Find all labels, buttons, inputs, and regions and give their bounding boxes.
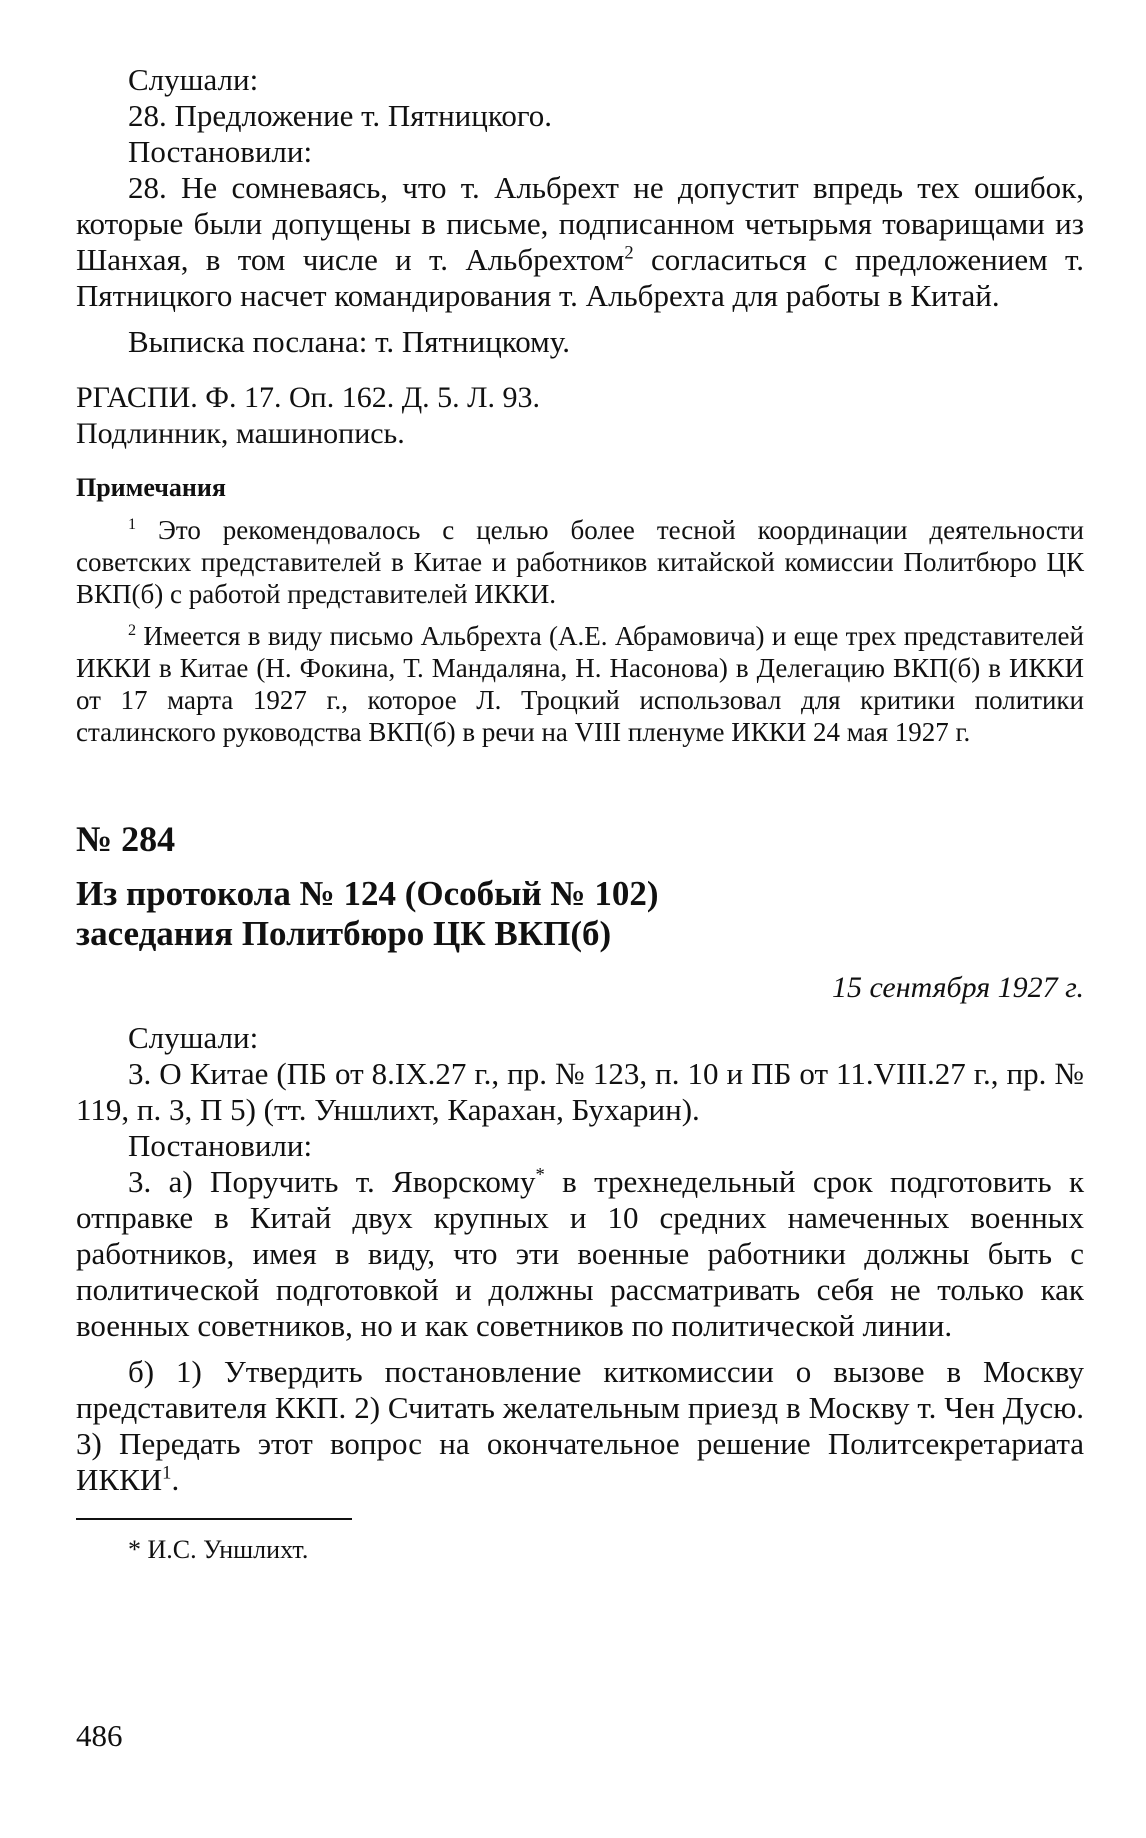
- resolution-text-end: согласиться с предложением т. Пятницкого насчет командирования т. Альбрехта для работы в Китай.: [76, 242, 1084, 313]
- resolution-b-text: б) 1) Утвердить постановление киткомиссии о вызове в Москву представителя ККП. 2) Считать желательным приезд в Москву т. Чен Дусю. 3) Передать этот вопрос на окончательное решение Политсекретариата ИККИ: [76, 1354, 1084, 1497]
- document-title-line-2: заседания Политбюро ЦК ВКП(б): [76, 914, 612, 953]
- note-text: Имеется в виду письмо Альбрехта (А.Е. Абрамовича) и еще трех представителей ИККИ в Китае (Н. Фокина, Т. Мандаляна, Н. Насонова) в Делегацию ВКП(б) в ИККИ от 17 марта 1927 г., которое Л. Троцкий использовал для критики политики сталинского руководства ВКП(б) в речи на VIII пленуме ИККИ 24 мая 1927 г.: [76, 621, 1084, 747]
- footnote-text: И.С. Уншлихт.: [141, 1535, 309, 1564]
- heard-label-2: Слушали:: [128, 1020, 259, 1055]
- footnote-ref-star: *: [535, 1164, 545, 1186]
- note-number: 1: [128, 515, 137, 533]
- heard-item-2: 3. О Китае (ПБ от 8.IX.27 г., пр. № 123, п. 10 и ПБ от 11.VIII.27 г., пр. № 119, п. 3, П 5) (тт. Уншлихт, Карахан, Бухарин).: [76, 1056, 1084, 1127]
- document-number: № 284: [76, 819, 176, 859]
- resolution-paragraph: [76, 170, 1084, 314]
- footnote: [128, 1534, 1084, 1566]
- heard-item: 28. Предложение т. Пятницкого.: [128, 98, 553, 133]
- notes-heading: Примечания: [76, 473, 226, 502]
- resolution-a-text-end: в трехнедельный срок подготовить к отправке в Китай двух крупных и 10 средних намеченных военных работников, имея в виду, что эти военные работники должны быть с политической подготовкой и должны рассматривать себя не только как военных советников, но и как советников по политической линии.: [76, 1164, 1084, 1343]
- note-number: 2: [128, 621, 137, 639]
- resolution-a-text: 3. а) Поручить т. Яворскому: [128, 1164, 536, 1199]
- page-number: 486: [76, 1718, 123, 1753]
- note-2: [76, 620, 1084, 748]
- note-ref-2: 2: [624, 242, 634, 264]
- archive-original: Подлинник, машинопись.: [76, 417, 405, 450]
- document-page: [76, 62, 1084, 1566]
- extract-sent: Выписка послана: т. Пятницкому.: [128, 324, 570, 359]
- resolution-a: [76, 1164, 1084, 1344]
- resolved-label: Постановили:: [128, 134, 313, 169]
- archive-reference: РГАСПИ. Ф. 17. Оп. 162. Д. 5. Л. 93.: [76, 381, 541, 414]
- document-title-line-1: Из протокола № 124 (Особый № 102): [76, 874, 659, 913]
- resolved-label-2: Постановили:: [128, 1128, 313, 1163]
- heard-label: Слушали:: [128, 62, 259, 97]
- note-ref-1: 1: [162, 1462, 172, 1484]
- note-1: [76, 514, 1084, 610]
- note-text: Это рекомендовалось с целью более тесной координации деятельности советских представителей в Китае и работников китайской комиссии Политбюро ЦК ВКП(б) с работой представителей ИККИ.: [76, 515, 1084, 609]
- document-date: 15 сентября 1927 г.: [831, 971, 1084, 1004]
- footnote-marker: *: [128, 1535, 141, 1564]
- resolution-b: [76, 1354, 1084, 1498]
- resolution-b-end: .: [171, 1462, 180, 1497]
- resolution-text: 28. Не сомневаясь, что т. Альбрехт не допустит впредь тех ошибок, которые были допущены в письме, подписанном четырьмя товарищами из Шанхая, в том числе и т. Альбрехтом: [76, 170, 1084, 277]
